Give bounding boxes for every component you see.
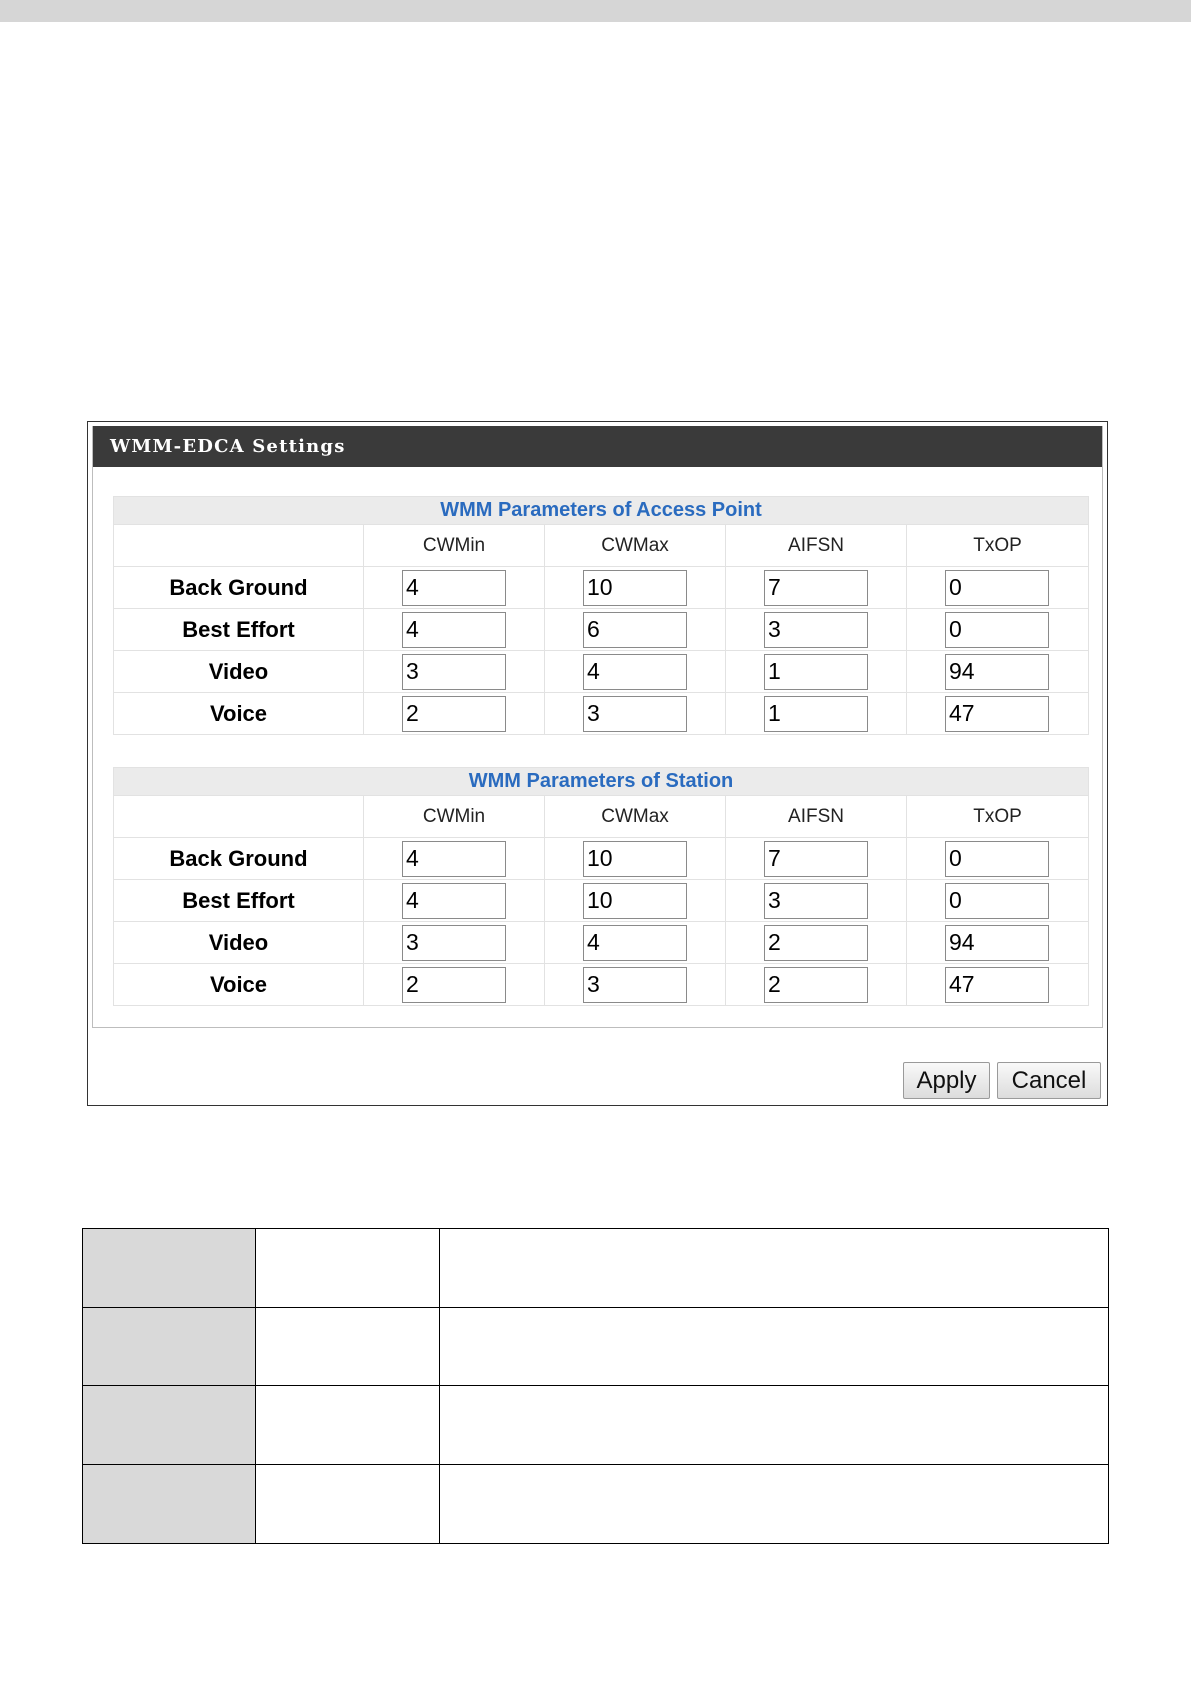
sta-voice-txop-input[interactable]	[945, 967, 1049, 1003]
ap-best-effort-aifsn-input[interactable]	[764, 612, 868, 648]
description-table-cell	[440, 1308, 1108, 1387]
access-point-table-title: WMM Parameters of Access Point	[114, 497, 1089, 525]
description-table-cell	[256, 1465, 440, 1544]
ap-back-ground-cwmax-input[interactable]	[583, 570, 687, 606]
ap-best-effort-txop-input[interactable]	[945, 612, 1049, 648]
cancel-button[interactable]: Cancel	[997, 1062, 1101, 1099]
ap-row-back-ground	[114, 567, 1089, 609]
sta-best-effort-cwmin-input[interactable]	[402, 883, 506, 919]
row-label: Back Ground	[114, 838, 364, 880]
description-table-cell	[83, 1308, 256, 1387]
header-empty	[114, 796, 364, 838]
description-table-cell	[440, 1465, 1108, 1544]
station-table-title: WMM Parameters of Station	[114, 768, 1089, 796]
ap-row-best-effort	[114, 609, 1089, 651]
page-top-bar	[0, 0, 1191, 22]
ap-back-ground-aifsn-input[interactable]	[764, 570, 868, 606]
sta-back-ground-cwmax-input[interactable]	[583, 841, 687, 877]
sta-back-ground-txop-input[interactable]	[945, 841, 1049, 877]
wmm-edca-settings-panel	[87, 421, 1108, 1106]
header-empty	[114, 525, 364, 567]
ap-voice-cwmin-input[interactable]	[402, 696, 506, 732]
ap-voice-cwmax-input[interactable]	[583, 696, 687, 732]
panel-title: WMM-EDCA Settings	[93, 426, 1102, 467]
apply-button[interactable]: Apply	[903, 1062, 990, 1099]
row-label: Best Effort	[114, 609, 364, 651]
sta-best-effort-cwmax-input[interactable]	[583, 883, 687, 919]
column-header-cwmax: CWMax	[545, 796, 726, 838]
row-label: Video	[114, 922, 364, 964]
description-table-cell	[256, 1229, 440, 1308]
ap-row-video	[114, 651, 1089, 693]
sta-row-back-ground	[114, 838, 1089, 880]
column-header-cwmin: CWMin	[364, 796, 545, 838]
sta-best-effort-txop-input[interactable]	[945, 883, 1049, 919]
panel-body	[92, 426, 1103, 1028]
row-label: Voice	[114, 693, 364, 735]
description-table-cell	[83, 1229, 256, 1308]
description-table	[82, 1228, 1109, 1544]
column-header-txop: TxOP	[907, 796, 1089, 838]
ap-voice-aifsn-input[interactable]	[764, 696, 868, 732]
ap-best-effort-cwmin-input[interactable]	[402, 612, 506, 648]
ap-video-cwmax-input[interactable]	[583, 654, 687, 690]
column-header-cwmin: CWMin	[364, 525, 545, 567]
sta-back-ground-cwmin-input[interactable]	[402, 841, 506, 877]
sta-back-ground-aifsn-input[interactable]	[764, 841, 868, 877]
ap-back-ground-cwmin-input[interactable]	[402, 570, 506, 606]
column-header-txop: TxOP	[907, 525, 1089, 567]
sta-row-voice	[114, 964, 1089, 1006]
ap-video-aifsn-input[interactable]	[764, 654, 868, 690]
column-header-cwmax: CWMax	[545, 525, 726, 567]
ap-voice-txop-input[interactable]	[945, 696, 1049, 732]
row-label: Best Effort	[114, 880, 364, 922]
description-table-cell	[440, 1229, 1108, 1308]
ap-video-txop-input[interactable]	[945, 654, 1049, 690]
column-header-aifsn: AIFSN	[726, 796, 907, 838]
ap-row-voice	[114, 693, 1089, 735]
column-header-aifsn: AIFSN	[726, 525, 907, 567]
sta-voice-cwmin-input[interactable]	[402, 967, 506, 1003]
ap-back-ground-txop-input[interactable]	[945, 570, 1049, 606]
row-label: Back Ground	[114, 567, 364, 609]
sta-voice-aifsn-input[interactable]	[764, 967, 868, 1003]
sta-video-cwmin-input[interactable]	[402, 925, 506, 961]
sta-row-best-effort	[114, 880, 1089, 922]
description-table-cell	[83, 1386, 256, 1465]
sta-video-aifsn-input[interactable]	[764, 925, 868, 961]
description-table-cell	[440, 1386, 1108, 1465]
description-table-cell	[256, 1386, 440, 1465]
sta-video-txop-input[interactable]	[945, 925, 1049, 961]
ap-best-effort-cwmax-input[interactable]	[583, 612, 687, 648]
description-table-cell	[83, 1465, 256, 1544]
row-label: Video	[114, 651, 364, 693]
sta-best-effort-aifsn-input[interactable]	[764, 883, 868, 919]
sta-row-video	[114, 922, 1089, 964]
ap-video-cwmin-input[interactable]	[402, 654, 506, 690]
station-params-table	[113, 767, 1089, 1006]
sta-voice-cwmax-input[interactable]	[583, 967, 687, 1003]
sta-video-cwmax-input[interactable]	[583, 925, 687, 961]
description-table-cell	[256, 1308, 440, 1387]
access-point-params-table	[113, 496, 1089, 735]
row-label: Voice	[114, 964, 364, 1006]
